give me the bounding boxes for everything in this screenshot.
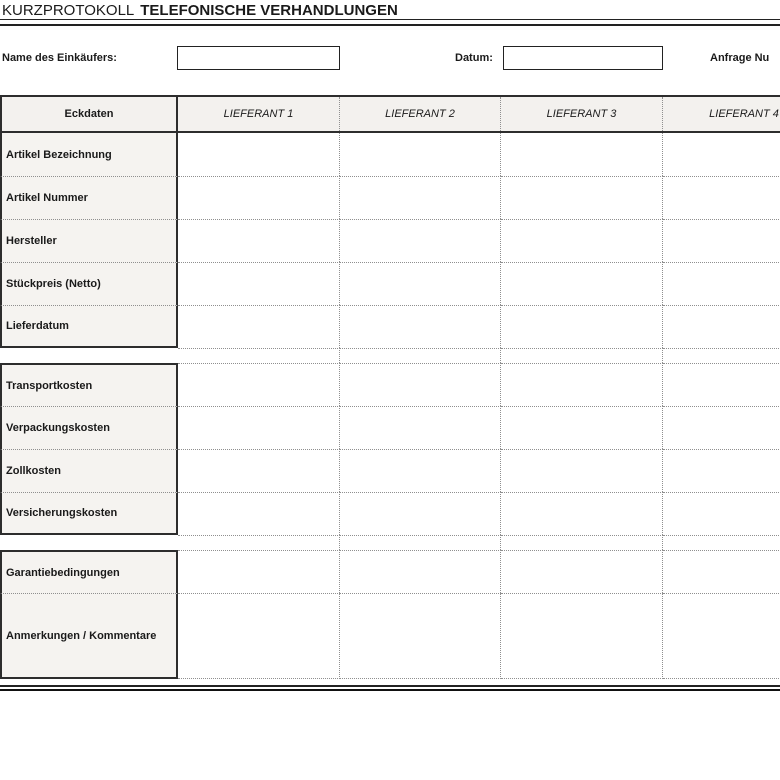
table-cell[interactable] — [178, 348, 340, 363]
table-cell[interactable] — [663, 535, 780, 550]
table-cell[interactable] — [663, 305, 780, 348]
table-header-row — [0, 95, 780, 133]
table-row — [0, 492, 780, 535]
column-header-lieferant-4: LIEFERANT 4 — [663, 97, 780, 131]
row-label-garantiebedingungen: Garantiebedingungen — [0, 550, 178, 593]
buyer-name-input[interactable] — [177, 46, 340, 70]
table-spacer-row — [0, 535, 780, 550]
table-cell[interactable] — [501, 219, 663, 262]
table-cell[interactable] — [501, 348, 663, 363]
table-spacer-row — [0, 348, 780, 363]
table-cell[interactable] — [340, 305, 501, 348]
table-cell[interactable] — [178, 219, 340, 262]
row-label-artikel-nummer: Artikel Nummer — [0, 176, 178, 219]
table-cell[interactable] — [663, 262, 780, 305]
table-cell[interactable] — [340, 492, 501, 535]
table-cell[interactable] — [501, 133, 663, 176]
date-input[interactable] — [503, 46, 663, 70]
table-cell[interactable] — [178, 593, 340, 679]
table-cell[interactable] — [340, 219, 501, 262]
row-label-versicherungskosten: Versicherungskosten — [0, 492, 178, 535]
table-cell[interactable] — [340, 133, 501, 176]
form-header — [0, 26, 780, 95]
table-cell[interactable] — [178, 550, 340, 593]
table-cell[interactable] — [501, 262, 663, 305]
table-row — [0, 406, 780, 449]
row-label-anmerkungen: Anmerkungen / Kommentare — [0, 593, 178, 679]
table-cell[interactable] — [663, 593, 780, 679]
table-row — [0, 550, 780, 593]
table-cell[interactable] — [340, 593, 501, 679]
table-cell[interactable] — [340, 262, 501, 305]
column-header-lieferant-1: LIEFERANT 1 — [178, 97, 340, 131]
column-header-lieferant-3: LIEFERANT 3 — [501, 97, 663, 131]
table-cell[interactable] — [178, 449, 340, 492]
table-row — [0, 449, 780, 492]
table-cell[interactable] — [178, 305, 340, 348]
row-label-zollkosten: Zollkosten — [0, 449, 178, 492]
table-cell[interactable] — [340, 348, 501, 363]
table-cell[interactable] — [340, 406, 501, 449]
table-cell[interactable] — [501, 492, 663, 535]
column-header-lieferant-2: LIEFERANT 2 — [340, 97, 501, 131]
page-title-prefix: KURZPROTOKOLL — [2, 2, 135, 19]
table-cell[interactable] — [663, 492, 780, 535]
table-row — [0, 219, 780, 262]
request-number-label: Anfrage Nu — [710, 52, 770, 64]
page-title-main: TELEFONISCHE VERHANDLUNGEN — [140, 2, 398, 19]
negotiation-table — [0, 95, 780, 679]
table-cell[interactable] — [501, 406, 663, 449]
table-cell[interactable] — [663, 406, 780, 449]
table-cell[interactable] — [501, 363, 663, 406]
buyer-name-label: Name des Einkäufers: — [2, 52, 117, 64]
table-cell[interactable] — [663, 363, 780, 406]
table-cell[interactable] — [178, 406, 340, 449]
spacer-cell — [0, 535, 178, 550]
table-cell[interactable] — [663, 550, 780, 593]
table-row — [0, 262, 780, 305]
table-cell[interactable] — [178, 363, 340, 406]
table-cell[interactable] — [501, 593, 663, 679]
row-label-lieferdatum: Lieferdatum — [0, 305, 178, 348]
table-cell[interactable] — [340, 449, 501, 492]
table-cell[interactable] — [663, 219, 780, 262]
row-label-verpackungskosten: Verpackungskosten — [0, 406, 178, 449]
table-cell[interactable] — [178, 133, 340, 176]
table-cell[interactable] — [663, 133, 780, 176]
table-row — [0, 176, 780, 219]
table-cell[interactable] — [178, 262, 340, 305]
row-label-hersteller: Hersteller — [0, 219, 178, 262]
table-row — [0, 363, 780, 406]
row-label-stueckpreis: Stückpreis (Netto) — [0, 262, 178, 305]
table-cell[interactable] — [663, 176, 780, 219]
table-cell[interactable] — [501, 176, 663, 219]
footer-divider — [0, 685, 780, 691]
table-cell[interactable] — [340, 363, 501, 406]
row-label-transportkosten: Transportkosten — [0, 363, 178, 406]
table-cell[interactable] — [340, 176, 501, 219]
table-cell[interactable] — [340, 550, 501, 593]
table-cell[interactable] — [501, 550, 663, 593]
table-cell[interactable] — [663, 348, 780, 363]
table-cell[interactable] — [178, 535, 340, 550]
table-cell[interactable] — [178, 492, 340, 535]
row-label-artikel-bezeichnung: Artikel Bezeichnung — [0, 133, 178, 176]
table-cell[interactable] — [663, 449, 780, 492]
table-cell[interactable] — [501, 305, 663, 348]
table-cell[interactable] — [501, 535, 663, 550]
table-row — [0, 593, 780, 679]
column-header-eckdaten: Eckdaten — [0, 97, 178, 131]
table-cell[interactable] — [501, 449, 663, 492]
page-title — [0, 0, 780, 20]
table-row — [0, 133, 780, 176]
date-label: Datum: — [455, 52, 493, 64]
table-row — [0, 305, 780, 348]
table-cell[interactable] — [178, 176, 340, 219]
spacer-cell — [0, 348, 178, 363]
table-cell[interactable] — [340, 535, 501, 550]
